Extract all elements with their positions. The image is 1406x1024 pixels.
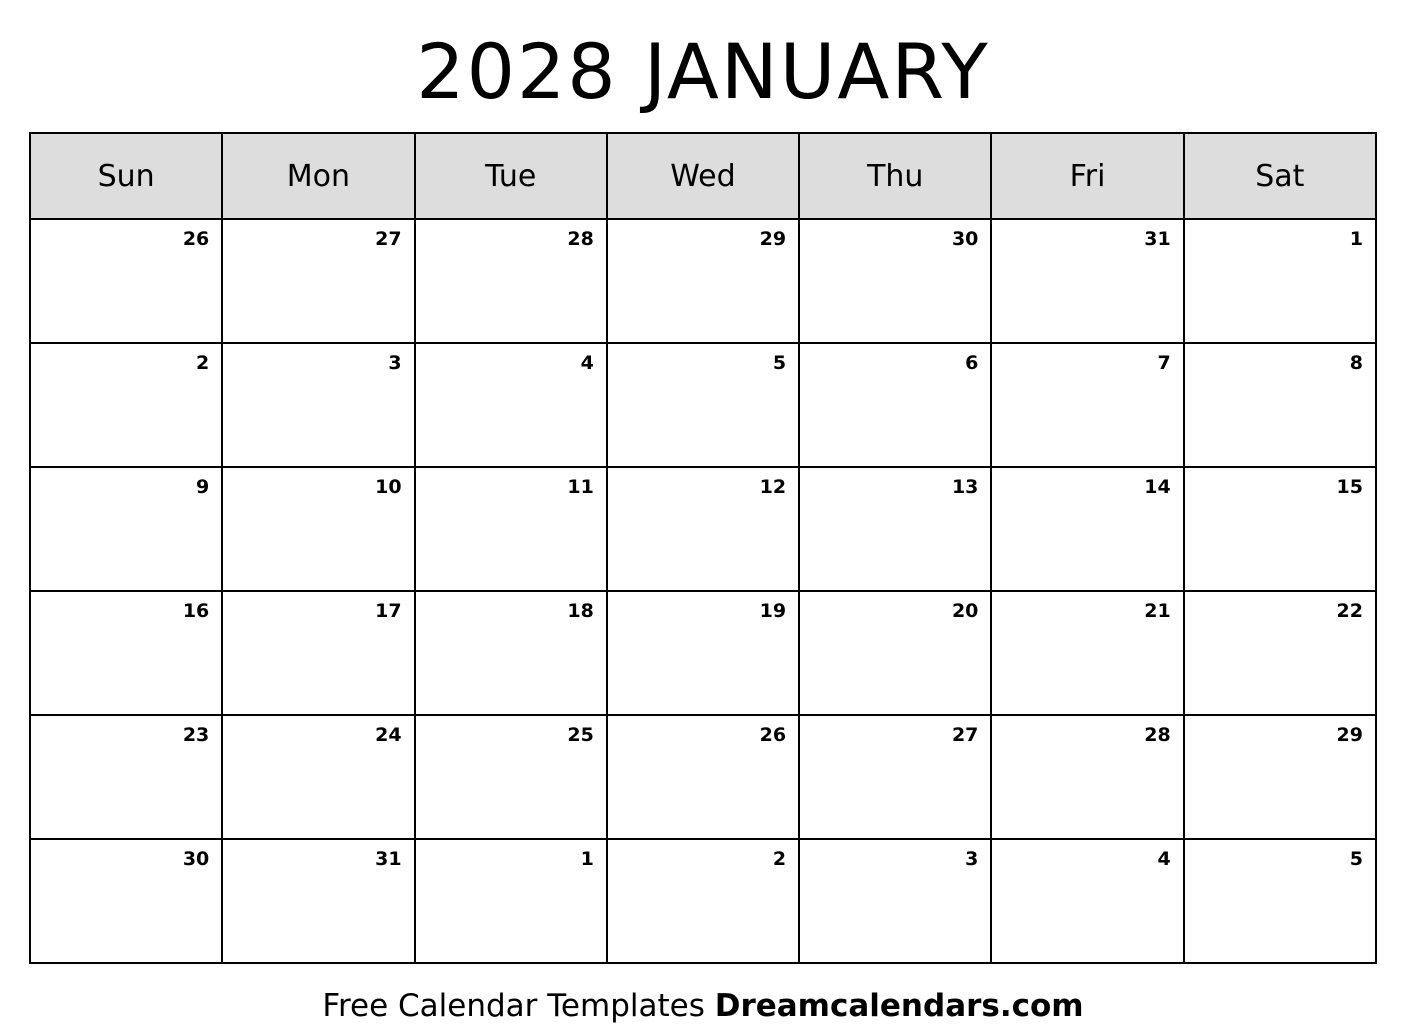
day-cell[interactable]: 9 — [30, 467, 222, 591]
calendar-week-row — [30, 343, 1376, 467]
day-cell[interactable]: 1 — [415, 839, 607, 963]
footer — [0, 964, 1406, 1024]
calendar-week-row — [30, 219, 1376, 343]
day-cell[interactable]: 31 — [222, 839, 414, 963]
day-cell[interactable]: 4 — [991, 839, 1183, 963]
day-cell[interactable]: 16 — [30, 591, 222, 715]
weekday-header-tue: Tue — [415, 133, 607, 219]
day-cell[interactable]: 18 — [415, 591, 607, 715]
day-cell[interactable]: 26 — [607, 715, 799, 839]
day-cell[interactable]: 29 — [607, 219, 799, 343]
day-cell[interactable]: 29 — [1184, 715, 1376, 839]
day-cell[interactable]: 6 — [799, 343, 991, 467]
day-cell[interactable]: 3 — [799, 839, 991, 963]
day-cell[interactable]: 5 — [607, 343, 799, 467]
day-cell[interactable]: 2 — [607, 839, 799, 963]
calendar-week-row — [30, 839, 1376, 963]
day-cell[interactable]: 20 — [799, 591, 991, 715]
day-cell[interactable]: 10 — [222, 467, 414, 591]
weekday-header-sun: Sun — [30, 133, 222, 219]
calendar-week-row — [30, 467, 1376, 591]
day-cell[interactable]: 11 — [415, 467, 607, 591]
day-cell[interactable]: 14 — [991, 467, 1183, 591]
day-cell[interactable]: 1 — [1184, 219, 1376, 343]
day-cell[interactable]: 25 — [415, 715, 607, 839]
day-cell[interactable]: 24 — [222, 715, 414, 839]
day-cell[interactable]: 31 — [991, 219, 1183, 343]
day-cell[interactable]: 12 — [607, 467, 799, 591]
day-cell[interactable]: 26 — [30, 219, 222, 343]
day-cell[interactable]: 30 — [30, 839, 222, 963]
day-cell[interactable]: 17 — [222, 591, 414, 715]
day-cell[interactable]: 27 — [222, 219, 414, 343]
weekday-header-fri: Fri — [991, 133, 1183, 219]
day-cell[interactable]: 30 — [799, 219, 991, 343]
day-cell[interactable]: 22 — [1184, 591, 1376, 715]
page-title: 2028 JANUARY — [416, 27, 990, 116]
day-cell[interactable]: 21 — [991, 591, 1183, 715]
day-cell[interactable]: 8 — [1184, 343, 1376, 467]
day-cell[interactable]: 13 — [799, 467, 991, 591]
day-cell[interactable]: 15 — [1184, 467, 1376, 591]
weekday-header-row — [30, 133, 1376, 219]
day-cell[interactable]: 28 — [415, 219, 607, 343]
footer-brand-link[interactable]: Dreamcalendars.com — [714, 988, 1084, 1024]
day-cell[interactable]: 23 — [30, 715, 222, 839]
weekday-header-mon: Mon — [222, 133, 414, 219]
day-cell[interactable]: 19 — [607, 591, 799, 715]
day-cell[interactable]: 2 — [30, 343, 222, 467]
footer-free-text: Free Calendar Templates — [322, 988, 715, 1024]
calendar-grid — [29, 132, 1377, 964]
weekday-header-sat: Sat — [1184, 133, 1376, 219]
day-cell[interactable]: 28 — [991, 715, 1183, 839]
weekday-header-wed: Wed — [607, 133, 799, 219]
day-cell[interactable]: 7 — [991, 343, 1183, 467]
day-cell[interactable]: 4 — [415, 343, 607, 467]
calendar-week-row — [30, 715, 1376, 839]
day-cell[interactable]: 5 — [1184, 839, 1376, 963]
weekday-header-thu: Thu — [799, 133, 991, 219]
calendar-week-row — [30, 591, 1376, 715]
day-cell[interactable]: 27 — [799, 715, 991, 839]
day-cell[interactable]: 3 — [222, 343, 414, 467]
